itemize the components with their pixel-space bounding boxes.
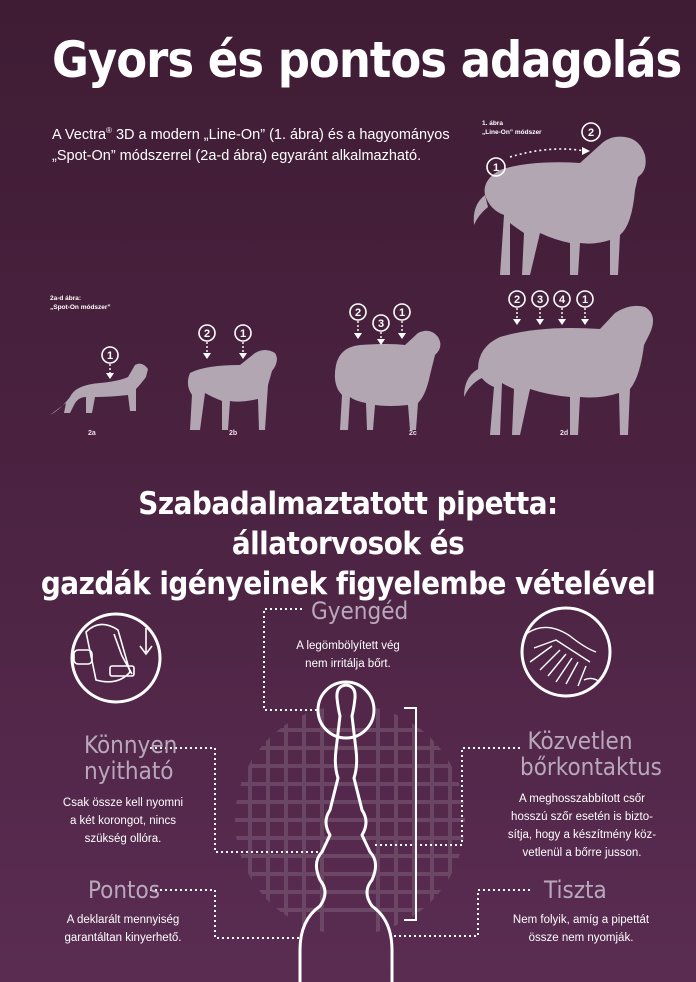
intro-text [52,120,452,167]
2d-point-3-label: 3 [536,294,544,306]
feature-gentle-text1: A legömbölyített vég [296,640,400,652]
sub-label-2d: 2d [560,430,569,437]
2b-point-2 [199,325,215,359]
section-heading-line1: Szabadalmaztatott pipetta: állatorvosok és [138,486,558,562]
line-on-path [510,147,590,157]
feature-direct-text2: hosszú szőr esetén is bizto- [511,811,653,823]
figure2-label-line2: „Spot-On módszer” [50,304,111,311]
pipette-opening-icon [72,614,160,702]
feature-clean-text1: Nem folyik, amíg a pipettát [512,914,650,926]
2d-point-3 [532,291,548,325]
sub-label-2a: 2a [88,430,96,437]
registered-mark: ® [106,126,112,135]
2a-point-1-label: 1 [106,350,114,362]
2d-point-1-label: 1 [581,294,589,306]
feature-easy-text2: a két korongot, nincs [69,815,177,827]
2d-point-4-label: 4 [558,294,566,306]
2c-point-1 [394,304,410,339]
2b-point-2-label: 2 [203,328,211,340]
2c-point-3 [373,315,389,345]
section-heading [40,484,656,604]
feature-direct-text [498,790,666,862]
grid-pattern [235,705,465,935]
2d-point-1 [577,291,593,325]
figure1-illustration [460,115,660,285]
2d-point-2 [509,291,525,325]
figure1-point-1-label: 1 [492,162,500,174]
2b-point-1-label: 1 [239,328,247,340]
skin-contact-icon [522,608,610,696]
feature-direct-text3: sítja, hogy a készítmény köz- [507,829,657,841]
medium-dog-icon [188,350,277,430]
intro-prefix: A Vectra [52,126,107,143]
feature-easy-text [48,794,198,848]
feature-clean-text [496,911,666,947]
feature-clean-text2: össze nem nyomják. [528,932,634,944]
feature-easy-text3: szükség ollóra. [84,833,162,845]
feature-gentle-title: Gyengéd [311,597,409,625]
2d-point-4 [554,291,570,325]
feature-direct-title [520,727,662,781]
feature-easy-title2: nyitható [84,757,174,785]
feature-direct-text1: A meghosszabbított csőr [519,793,645,805]
figure1-label-line2: „Line-On” módszer [482,129,542,136]
2c-point-1-label: 1 [398,307,406,319]
feature-direct-text4: vetlenül a bőrre jusson. [522,847,642,859]
page-title: Gyors és pontos adagolás [52,31,682,89]
figure1-point-2-label: 2 [587,127,595,139]
2d-point-2-label: 2 [513,294,521,306]
2a-point-1 [102,347,118,379]
2c-point-3-label: 3 [377,318,385,330]
feature-precise-text2: garantáltan kinyerhető. [64,932,182,944]
feature-precise-title: Pontos [88,876,160,904]
figure1-label-line1: 1. ábra [482,120,503,127]
2b-point-1 [235,325,251,359]
large-dog-2d-icon [464,306,653,435]
sub-label-2c: 2c [409,430,417,437]
large-dog-icon [474,137,646,275]
fluffy-dog-icon [335,331,441,430]
feature-easy-title1: Könnyen [84,731,178,759]
feature-gentle-text [278,637,418,673]
section-heading-line2: gazdák igényeinek figyelembe vételével [40,566,656,602]
sub-label-2b: 2b [229,430,238,437]
figure2-illustration [40,285,660,445]
feature-precise-text1: A deklarált mennyiség [66,914,180,926]
feature-easy-text1: Csak össze kell nyomni [62,797,184,809]
feature-direct-title2: bőrkontaktus [520,753,662,781]
2c-point-2 [350,304,366,339]
feature-easy-title [84,732,177,784]
intro-rest: 3D a modern „Line-On” (1. ábra) és a hagyományos „Spot-On” módszerrel (2a-d ábra) egyaránt alkalmazható. [52,126,450,164]
2c-point-2-label: 2 [354,307,362,319]
figure2-label-line1: 2a-d ábra: [50,295,82,302]
feature-precise-text [48,911,198,947]
figure1-point-1 [487,158,505,176]
figure1-point-2 [582,123,600,141]
feature-direct-title1: Közvetlen [527,727,633,755]
dachshund-icon [50,364,148,415]
feature-gentle-text2: nem irritálja bőrt. [305,658,391,670]
feature-clean-title: Tiszta [544,876,607,904]
